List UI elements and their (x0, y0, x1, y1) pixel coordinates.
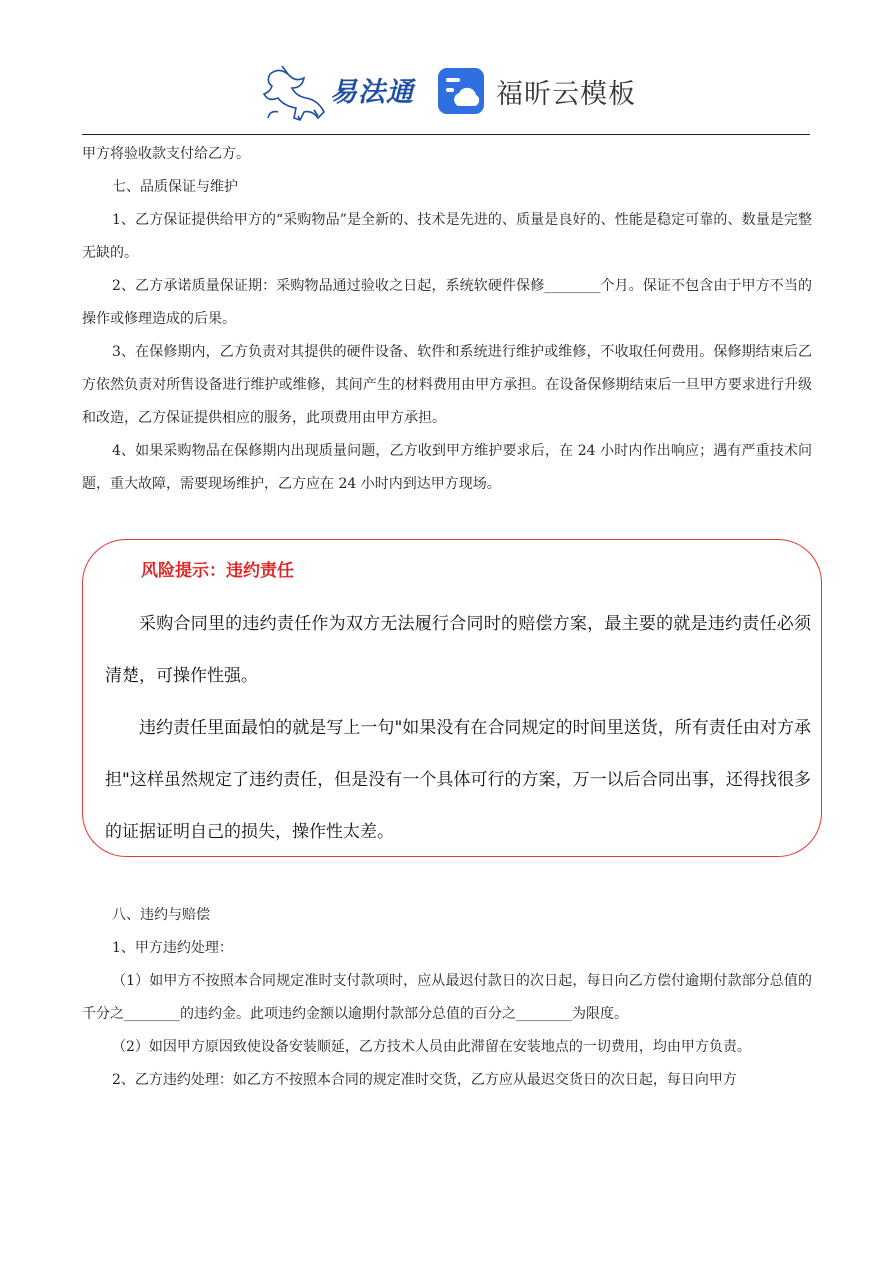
risk-notice-body (105, 598, 811, 858)
clause: 1、乙方保证提供给甲方的“采购物品”是全新的、技术是先进的、质量是良好的、性能是稳定可靠的、数量是完整无缺的。 (82, 212, 812, 261)
clause: （2）如因甲方原因致使设备安装顺延，乙方技术人员由此滞留在安装地点的一切费用，均由甲方负责。 (112, 1039, 751, 1055)
section-breach-compensation (82, 899, 812, 1097)
clause: 2、乙方违约处理：如乙方不按照本合同的规定准时交货，乙方应从最迟交货日的次日起，每日向甲方 (112, 1072, 737, 1088)
sub-title: 1、甲方违约处理： (112, 940, 233, 956)
paragraph-lead: 甲方将验收款支付给乙方。 (82, 146, 250, 162)
header-divider (82, 134, 810, 135)
foxit-cloud-logo-icon (436, 66, 486, 116)
risk-notice-title: 风险提示：违约责任 (141, 561, 294, 581)
clause: 3、在保修期内，乙方负责对其提供的硬件设备、软件和系统进行维护或维修，不收取任何费用。保修期结束后乙方依然负责对所售设备进行维护或维修，其间产生的材料费用由甲方承担。在设备保修期结束后一旦甲方要求进行升级和改造，乙方保证提供相应的服务，此项费用由甲方承担。 (82, 344, 812, 426)
risk-notice-box (82, 539, 822, 857)
section-title: 七、品质保证与维护 (112, 179, 238, 195)
section-quality-warranty (82, 138, 812, 501)
clause: （1）如甲方不按照本合同规定准时支付款项时，应从最迟付款日的次日起，每日向乙方偿付逾期付款部分总值的千分之________的违约金。此项违约金额以逾期付款部分总值的百分之________为限度。 (82, 973, 812, 1022)
clause: 4、如果采购物品在保修期内出现质量问题，乙方收到甲方维护要求后，在 24 小时内作出响应；遇有严重技术问题，重大故障，需要现场维护，乙方应在 24 小时内到达甲方现场。 (82, 443, 812, 492)
yifatong-logo-text: 易法通 (330, 77, 414, 108)
page-header (0, 0, 893, 130)
risk-paragraph: 采购合同里的违约责任作为双方无法履行合同时的赔偿方案，最主要的就是违约责任必须清楚，可操作性强。 (105, 614, 811, 686)
clause: 2、乙方承诺质量保证期：采购物品通过验收之日起，系统软硬件保修________个月。保证不包含由于甲方不当的操作或修理造成的后果。 (82, 278, 812, 327)
foxit-cloud-template-text: 福昕云模板 (496, 79, 636, 110)
risk-paragraph: 违约责任里面最怕的就是写上一句"如果没有在合同规定的时间里送货，所有责任由对方承担"这样虽然规定了违约责任，但是没有一个具体可行的方案，万一以后合同出事，还得找很多的证据证明自己的损失，操作性太差。 (105, 718, 811, 842)
section-title: 八、违约与赔偿 (112, 907, 210, 923)
